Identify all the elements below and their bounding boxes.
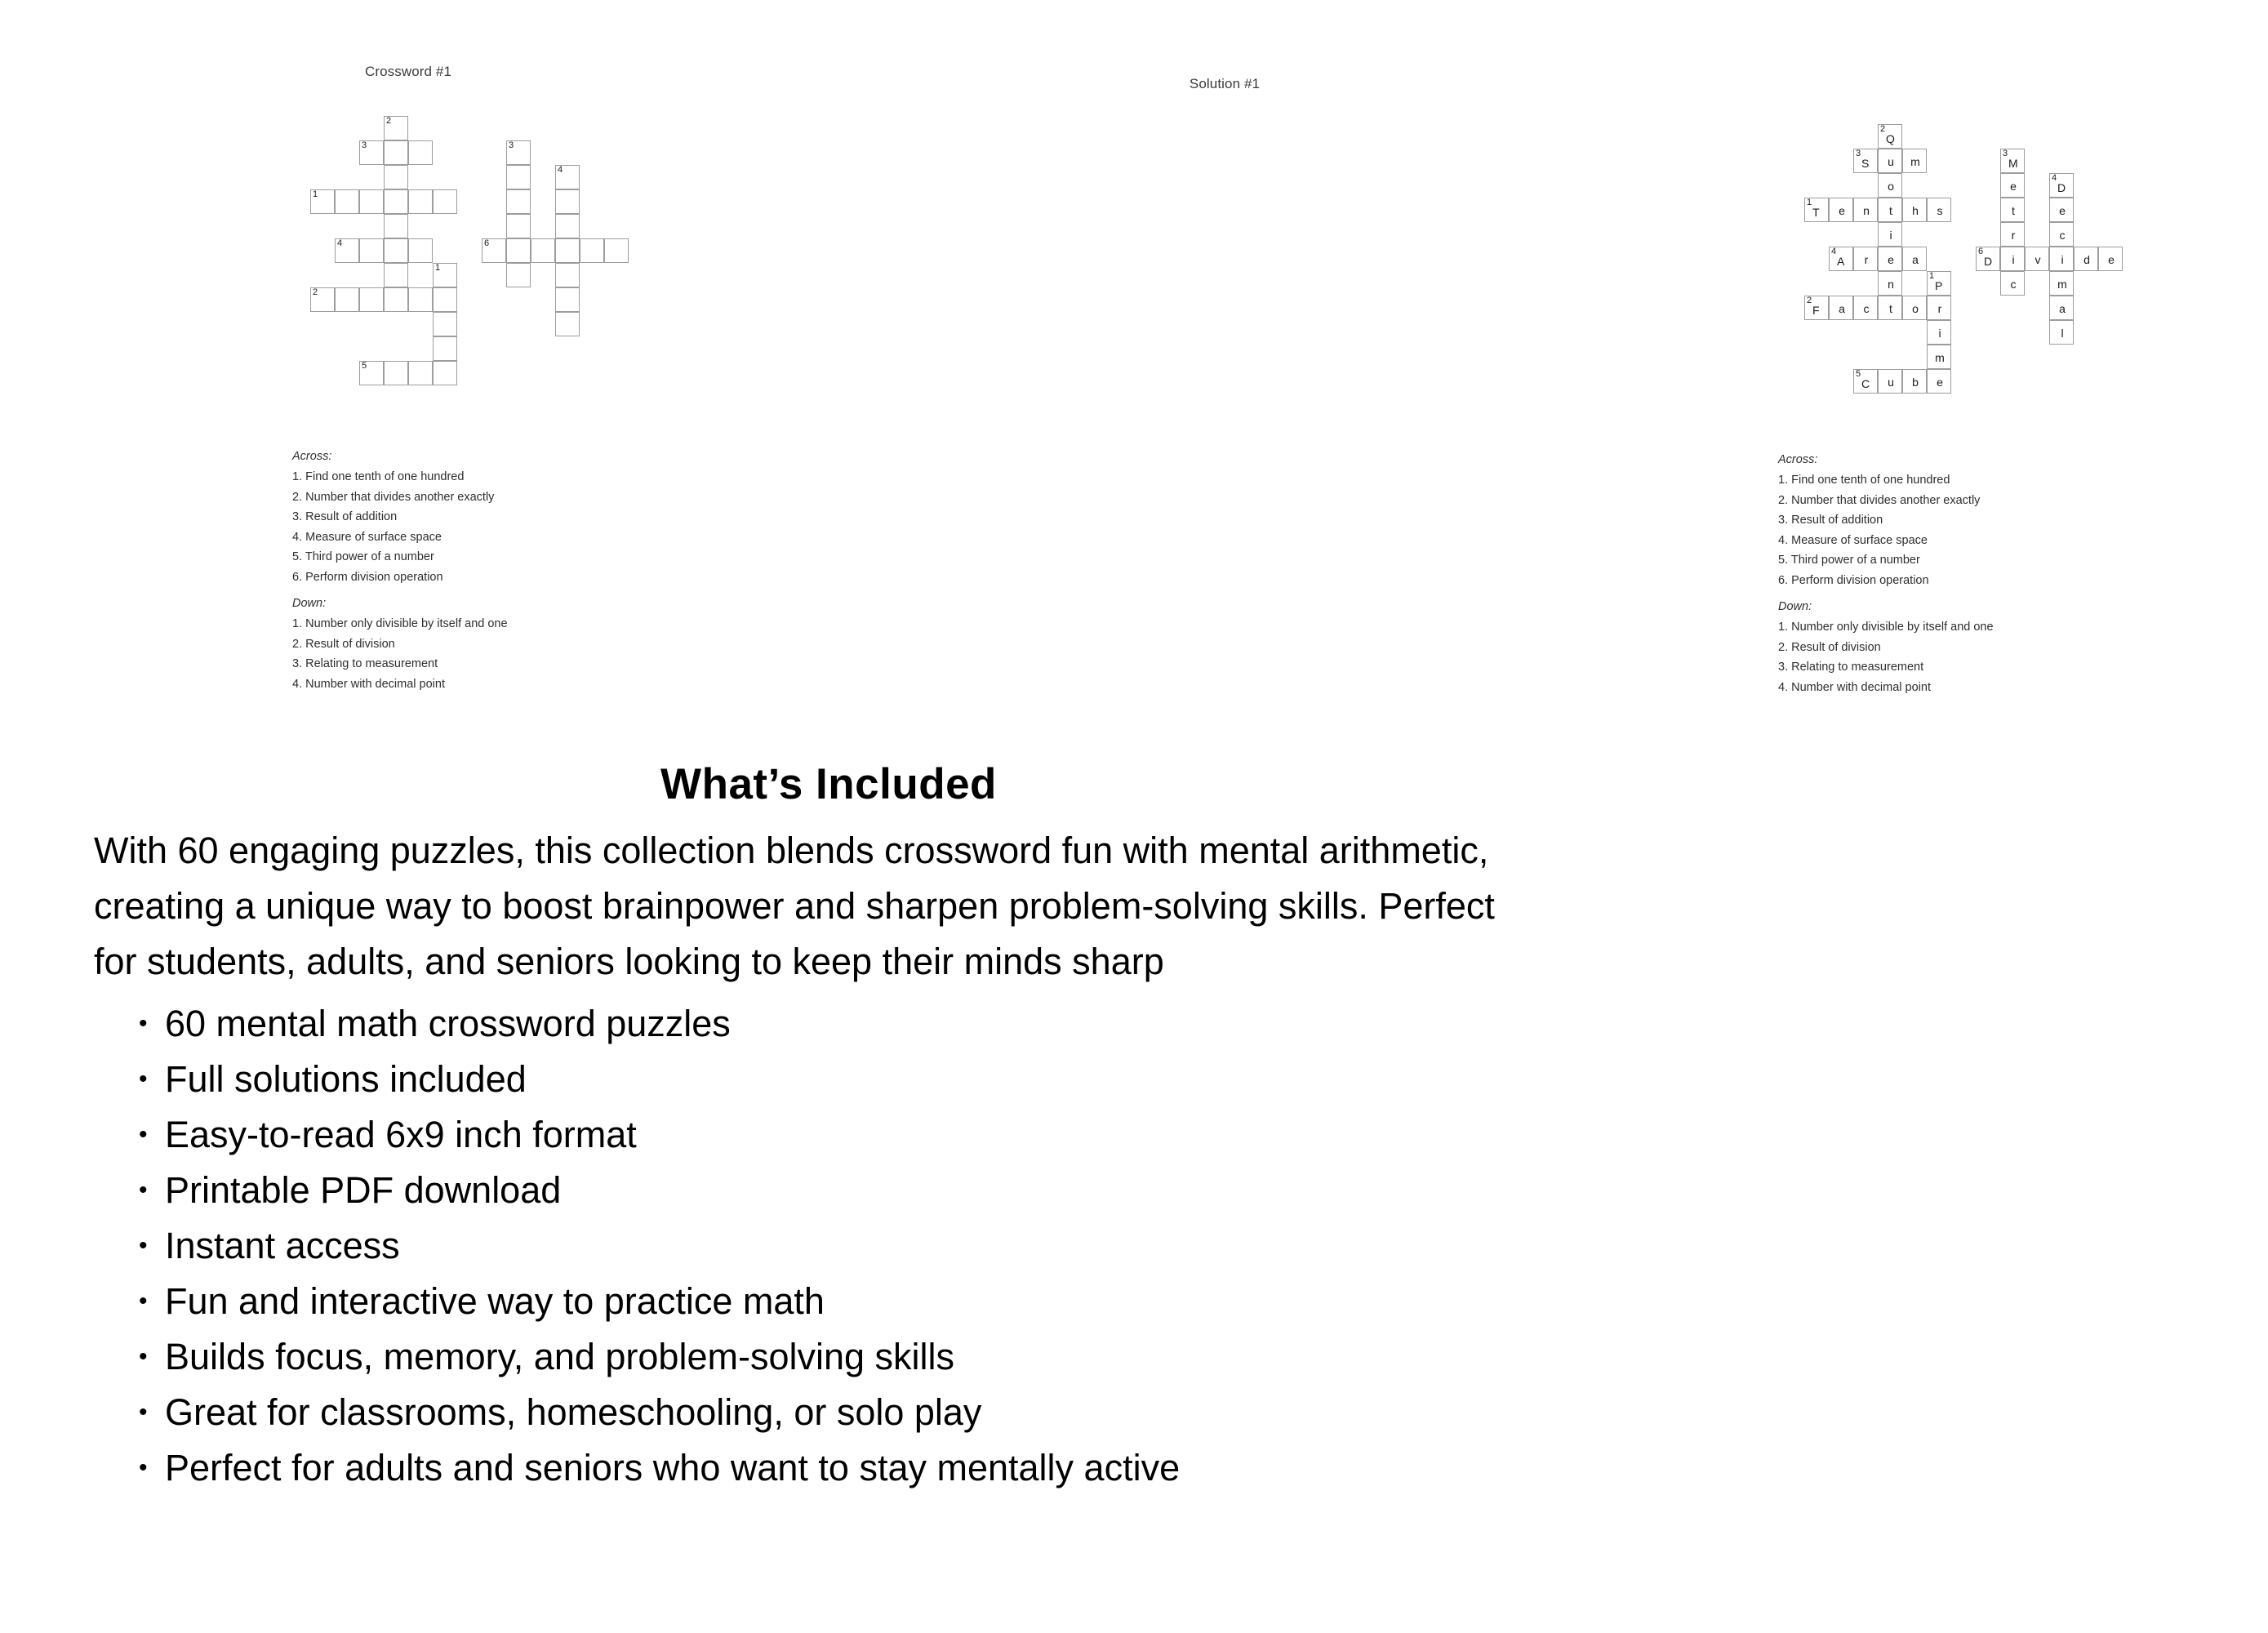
- crossword-cell[interactable]: [1927, 345, 1951, 369]
- solution-across-clue: 3. Result of addition: [1778, 514, 1883, 527]
- feature-list-item: • Easy-to-read 6x9 inch format: [139, 1107, 1633, 1163]
- cell-letter: e: [2108, 253, 2115, 266]
- page-title: What’s Included: [660, 760, 997, 808]
- crossword-cell[interactable]: [531, 238, 555, 263]
- cell-number: 4: [2052, 173, 2057, 183]
- cell-number: 2: [1807, 296, 1812, 305]
- cell-letter: m: [2057, 278, 2067, 291]
- solution-across-heading: Across:: [1778, 453, 1818, 466]
- cell-letter: e: [1839, 204, 1845, 217]
- cell-letter: D: [1984, 255, 1993, 268]
- solution-clues: [1778, 450, 2268, 697]
- crossword-cell[interactable]: [1902, 296, 1927, 320]
- solution-across-clue: 2. Number that divides another exactly: [1778, 493, 1981, 507]
- crossword-cell[interactable]: [408, 189, 433, 214]
- cell-letter: a: [1912, 253, 1919, 266]
- crossword-cell[interactable]: [359, 189, 384, 214]
- cell-number: 5: [1856, 369, 1861, 379]
- puzzle-down-clue: 1. Number only divisible by itself and one: [292, 617, 508, 630]
- solution-across-clue: 5. Third power of a number: [1778, 554, 1920, 567]
- crossword-cell[interactable]: [1829, 247, 1853, 271]
- puzzle-down-clue: 2. Result of division: [292, 637, 395, 651]
- solution-down-clue: 2. Result of division: [1778, 640, 1881, 654]
- cell-letter: o: [1912, 302, 1919, 315]
- crossword-cell[interactable]: [1804, 296, 1829, 320]
- crossword-cell[interactable]: [555, 287, 580, 312]
- crossword-cell[interactable]: [2000, 173, 2025, 198]
- solution-panel: [816, 0, 2115, 719]
- cell-number: 1: [1929, 271, 1935, 281]
- cell-letter: c: [2010, 278, 2017, 291]
- cell-number: 3: [509, 140, 514, 150]
- crossword-cell[interactable]: [310, 189, 335, 214]
- intro-paragraph: With 60 engaging puzzles, this collection blends crossword fun with mental arithmetic, creating a unique way to boost brainpower and sharpen problem-solving skills. Perfect for students, adults, and seniors looking to keep their minds sharp: [94, 830, 1495, 982]
- crossword-cell[interactable]: [2000, 198, 2025, 222]
- crossword-cell[interactable]: [1927, 198, 1951, 222]
- solution-down-clue: 1. Number only divisible by itself and one: [1778, 621, 1994, 634]
- crossword-cell[interactable]: [1976, 247, 2000, 271]
- cell-number: 5: [362, 361, 367, 371]
- cell-letter: t: [2012, 204, 2015, 217]
- crossword-cell[interactable]: [408, 140, 433, 165]
- solution-across-clue: 6. Perform division operation: [1778, 573, 1929, 587]
- cell-letter: i: [2012, 253, 2015, 266]
- crossword-cell[interactable]: [335, 287, 359, 312]
- cell-number: 6: [1978, 247, 1984, 256]
- cell-letter: F: [1812, 304, 1820, 317]
- cell-letter: S: [1861, 157, 1870, 170]
- cell-number: 2: [386, 116, 392, 126]
- cell-letter: v: [2035, 253, 2041, 266]
- crossword-cell[interactable]: [335, 238, 359, 263]
- cell-letter: r: [1937, 302, 1942, 315]
- cell-letter: l: [2061, 327, 2064, 340]
- crossword-cell[interactable]: [1878, 173, 1902, 198]
- crossword-cell[interactable]: [359, 287, 384, 312]
- crossword-grid-empty[interactable]: [310, 116, 653, 410]
- crossword-cell[interactable]: [433, 263, 457, 287]
- crossword-cell[interactable]: [506, 140, 531, 165]
- cell-letter: T: [1812, 206, 1820, 219]
- feature-list-item: • Great for classrooms, homeschooling, or solo play: [139, 1385, 1633, 1440]
- cell-number: 1: [435, 263, 441, 273]
- cell-letter: e: [1888, 253, 1894, 266]
- cell-letter: Q: [1886, 132, 1895, 145]
- feature-list: [0, 996, 1633, 1496]
- cell-letter: i: [2061, 253, 2064, 266]
- crossword-cell[interactable]: [384, 361, 408, 385]
- cell-letter: A: [1837, 255, 1845, 268]
- crossword-cell[interactable]: [506, 263, 531, 287]
- cell-letter: a: [1839, 302, 1845, 315]
- crossword-cell[interactable]: [433, 336, 457, 361]
- crossword-cell[interactable]: [555, 312, 580, 336]
- cell-letter: t: [1889, 302, 1892, 315]
- crossword-cell[interactable]: [1902, 149, 1927, 173]
- crossword-cell[interactable]: [1829, 198, 1853, 222]
- cell-letter: d: [2083, 253, 2090, 266]
- crossword-cell[interactable]: [2000, 222, 2025, 247]
- cell-number: 4: [337, 238, 343, 248]
- whats-included-section: [0, 759, 1633, 1496]
- cell-number: 3: [2003, 149, 2008, 158]
- puzzle-across-clue: 6. Perform division operation: [292, 570, 443, 584]
- cell-letter: m: [1910, 155, 1920, 168]
- crossword-cell[interactable]: [1878, 124, 1902, 149]
- crossword-cell[interactable]: [2049, 296, 2074, 320]
- crossword-cell[interactable]: [359, 238, 384, 263]
- crossword-cell[interactable]: [604, 238, 629, 263]
- crossword-cell[interactable]: [482, 238, 506, 263]
- feature-list-item: • Builds focus, memory, and problem-solving skills: [139, 1329, 1633, 1385]
- cell-letter: t: [1889, 204, 1892, 217]
- cell-letter: m: [1935, 351, 1945, 364]
- crossword-cell[interactable]: [384, 189, 408, 214]
- cell-letter: C: [1861, 377, 1870, 390]
- crossword-cell[interactable]: [2000, 149, 2025, 173]
- crossword-cell[interactable]: [384, 263, 408, 287]
- cell-letter: i: [1889, 229, 1892, 242]
- crossword-cell[interactable]: [1853, 369, 1878, 394]
- crossword-cell[interactable]: [1902, 198, 1927, 222]
- crossword-cell[interactable]: [433, 189, 457, 214]
- crossword-cell[interactable]: [2049, 173, 2074, 198]
- cell-number: 1: [1807, 198, 1812, 207]
- crossword-cell[interactable]: [1878, 247, 1902, 271]
- feature-list-item: • Full solutions included: [139, 1052, 1633, 1107]
- crossword-cell[interactable]: [2098, 247, 2123, 271]
- feature-list-item: • Instant access: [139, 1218, 1633, 1274]
- crossword-cell[interactable]: [555, 189, 580, 214]
- crossword-cell[interactable]: [433, 361, 457, 385]
- crossword-cell[interactable]: [1878, 296, 1902, 320]
- puzzle-down-clue: 3. Relating to measurement: [292, 657, 438, 670]
- crossword-cell[interactable]: [555, 165, 580, 189]
- crossword-cell[interactable]: [2025, 247, 2049, 271]
- solution-down-clue: 4. Number with decimal point: [1778, 680, 1931, 694]
- crossword-cell[interactable]: [384, 238, 408, 263]
- crossword-cell[interactable]: [2049, 198, 2074, 222]
- crossword-cell[interactable]: [384, 165, 408, 189]
- puzzle-across-clue: 2. Number that divides another exactly: [292, 490, 495, 504]
- cell-number: 2: [313, 287, 318, 297]
- cell-letter: e: [2059, 204, 2066, 217]
- crossword-cell[interactable]: [359, 140, 384, 165]
- feature-list-item: • Printable PDF download: [139, 1163, 1633, 1218]
- crossword-cell[interactable]: [555, 214, 580, 238]
- crossword-cell[interactable]: [1878, 271, 1902, 296]
- crossword-cell[interactable]: [2000, 271, 2025, 296]
- crossword-cell[interactable]: [506, 238, 531, 263]
- crossword-cell[interactable]: [506, 189, 531, 214]
- cell-letter: u: [1888, 376, 1894, 389]
- crossword-cell[interactable]: [1853, 247, 1878, 271]
- cell-letter: b: [1912, 376, 1919, 389]
- solution-down-clue: 3. Relating to measurement: [1778, 661, 1924, 674]
- crossword-cell[interactable]: [335, 189, 359, 214]
- cell-letter: i: [1938, 327, 1941, 340]
- cell-letter: u: [1888, 155, 1894, 168]
- crossword-cell[interactable]: [1927, 369, 1951, 394]
- crossword-cell[interactable]: [1853, 296, 1878, 320]
- crossword-cell[interactable]: [580, 238, 604, 263]
- cell-letter: h: [1912, 204, 1919, 217]
- crossword-cell[interactable]: [1878, 149, 1902, 173]
- crossword-cell[interactable]: [1927, 320, 1951, 345]
- crossword-cell[interactable]: [433, 287, 457, 312]
- crossword-cell[interactable]: [555, 238, 580, 263]
- puzzle-down-heading: Down:: [292, 597, 327, 610]
- cell-letter: e: [2010, 180, 2017, 193]
- crossword-cell[interactable]: [555, 263, 580, 287]
- solution-across-clue: 1. Find one tenth of one hundred: [1778, 474, 1950, 487]
- puzzle-down-clue: 4. Number with decimal point: [292, 677, 445, 691]
- crossword-cell[interactable]: [506, 165, 531, 189]
- crossword-cell[interactable]: [2000, 247, 2025, 271]
- cell-letter: c: [1863, 302, 1870, 315]
- crossword-clues: [292, 447, 782, 694]
- puzzle-across-clue: 1. Find one tenth of one hundred: [292, 470, 465, 483]
- solution-down-heading: Down:: [1778, 600, 1812, 613]
- crossword-panel-title: Crossword #1: [364, 64, 452, 79]
- cell-number: 1: [313, 189, 318, 199]
- cell-letter: r: [2011, 229, 2016, 242]
- crossword-cell[interactable]: [384, 116, 408, 140]
- crossword-cell[interactable]: [384, 214, 408, 238]
- crossword-cell[interactable]: [359, 361, 384, 385]
- crossword-cell[interactable]: [1804, 198, 1829, 222]
- puzzle-across-clue: 3. Result of addition: [292, 510, 398, 523]
- crossword-cell[interactable]: [408, 238, 433, 263]
- feature-list-item: • Perfect for adults and seniors who want to stay mentally active: [139, 1440, 1633, 1496]
- crossword-cell[interactable]: [1878, 369, 1902, 394]
- cell-letter: M: [2008, 157, 2018, 170]
- crossword-cell[interactable]: [1927, 296, 1951, 320]
- crossword-puzzle-panel: [0, 0, 816, 719]
- cell-number: 2: [1880, 124, 1886, 134]
- cell-number: 3: [362, 140, 367, 150]
- crossword-cell[interactable]: [408, 287, 433, 312]
- cell-letter: r: [1864, 253, 1869, 266]
- cell-letter: e: [1937, 376, 1943, 389]
- cell-letter: o: [1888, 180, 1894, 193]
- crossword-cell[interactable]: [384, 287, 408, 312]
- crossword-cell[interactable]: [1927, 271, 1951, 296]
- crossword-grid-solved[interactable]: [1804, 124, 2147, 418]
- crossword-cell[interactable]: [1878, 222, 1902, 247]
- crossword-cell[interactable]: [408, 361, 433, 385]
- cell-letter: D: [2057, 181, 2066, 194]
- crossword-cell[interactable]: [2049, 271, 2074, 296]
- solution-panel-title: Solution #1: [1189, 76, 1261, 91]
- feature-list-item: • 60 mental math crossword puzzles: [139, 996, 1633, 1052]
- crossword-cell[interactable]: [2074, 247, 2098, 271]
- cell-letter: s: [1937, 204, 1943, 217]
- feature-list-item: • Fun and interactive way to practice math: [139, 1274, 1633, 1329]
- crossword-cell[interactable]: [433, 312, 457, 336]
- crossword-cell[interactable]: [310, 287, 335, 312]
- cell-letter: n: [1888, 278, 1894, 291]
- cell-letter: a: [2059, 302, 2066, 315]
- crossword-cell[interactable]: [1829, 296, 1853, 320]
- cell-number: 4: [558, 165, 563, 175]
- crossword-cell[interactable]: [1853, 198, 1878, 222]
- cell-number: 3: [1856, 149, 1861, 158]
- cell-letter: c: [2059, 229, 2066, 242]
- crossword-cell[interactable]: [1902, 247, 1927, 271]
- solution-across-clue: 4. Measure of surface space: [1778, 533, 1928, 547]
- crossword-cell[interactable]: [2049, 320, 2074, 345]
- puzzle-across-clue: 4. Measure of surface space: [292, 530, 442, 544]
- cell-number: 6: [484, 238, 490, 248]
- crossword-cell[interactable]: [384, 140, 408, 165]
- crossword-cell[interactable]: [506, 214, 531, 238]
- cell-letter: n: [1863, 204, 1870, 217]
- puzzle-across-heading: Across:: [292, 450, 332, 463]
- crossword-cell[interactable]: [2049, 247, 2074, 271]
- puzzle-across-clue: 5. Third power of a number: [292, 550, 434, 563]
- crossword-cell[interactable]: [2049, 222, 2074, 247]
- cell-number: 4: [1831, 247, 1837, 256]
- crossword-cell[interactable]: [1878, 198, 1902, 222]
- crossword-cell[interactable]: [1902, 369, 1927, 394]
- cell-letter: P: [1935, 279, 1943, 292]
- crossword-cell[interactable]: [1853, 149, 1878, 173]
